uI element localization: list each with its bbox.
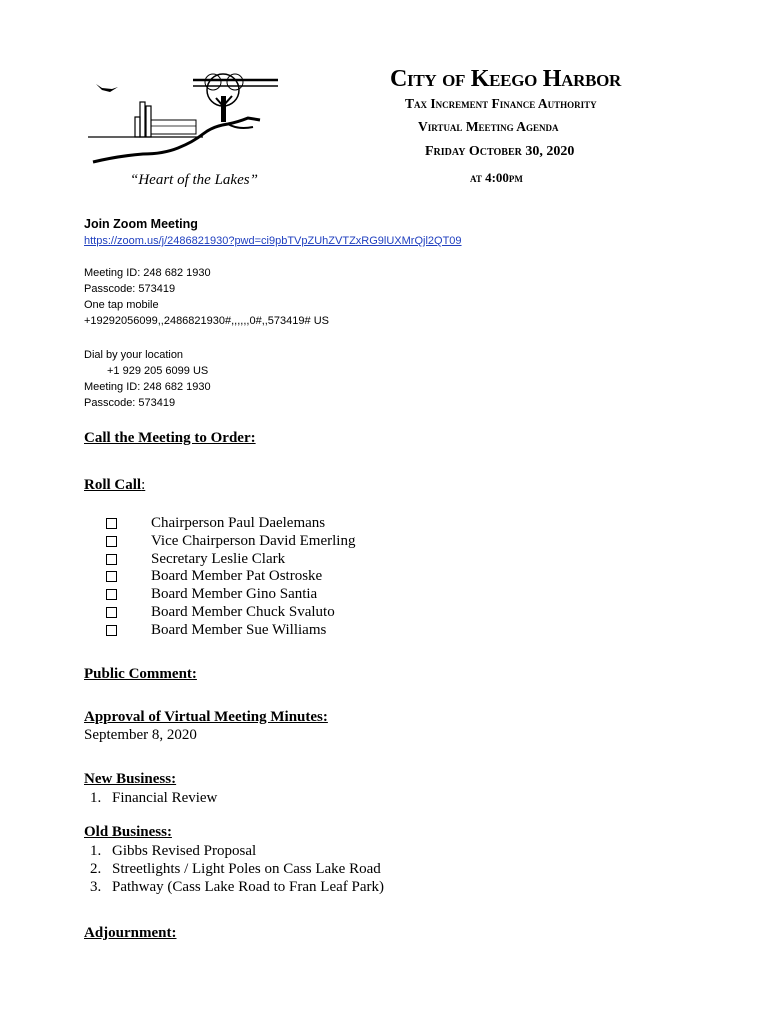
list-item [90, 842, 384, 860]
meeting-id-2: Meeting ID: 248 682 1930 [84, 381, 211, 393]
dial-label: Dial by your location [84, 349, 184, 361]
old-business-list [90, 842, 384, 896]
item-number: 1. [90, 843, 102, 859]
adjournment-heading: Adjournment: [84, 925, 177, 941]
roll-call-label: Roll Call [84, 477, 142, 493]
zoom-title: Join Zoom Meeting [84, 217, 198, 231]
member-name: Board Member Chuck Svaluto [151, 603, 335, 620]
checkbox-icon[interactable] [106, 625, 117, 636]
item-text: Streetlights / Light Poles on Cass Lake Road [112, 861, 381, 877]
city-logo [88, 62, 288, 170]
meeting-date: Friday October 30, 2020 [425, 144, 575, 159]
list-item [90, 860, 384, 878]
authority-name: Tax Increment Finance Authority [405, 96, 597, 111]
checkbox-icon[interactable] [106, 554, 117, 565]
one-tap-label: One tap mobile [84, 299, 159, 311]
member-name: Chairperson Paul Daelemans [151, 515, 326, 531]
member-name: Secretary Leslie Clark [151, 550, 286, 567]
passcode: Passcode: 573419 [84, 283, 176, 295]
member-name: Board Member Gino Santia [151, 586, 318, 603]
item-number: 3. [90, 879, 102, 895]
city-motto: “Heart of the Lakes” [130, 172, 258, 188]
city-name: City of Keego Harbor [390, 66, 622, 92]
item-text: Gibbs Revised Proposal [112, 843, 257, 859]
checkbox-icon[interactable] [106, 571, 117, 582]
member-name: Board Member Pat Ostroske [151, 568, 323, 585]
agenda-title: Virtual Meeting Agenda [418, 119, 559, 134]
member-name: Vice Chairperson David Emerling [151, 532, 356, 549]
dial-number: +1 929 205 6099 US [107, 365, 209, 377]
zoom-link[interactable]: https://zoom.us/j/2486821930?pwd=ci9pbTVpZUhZVTZxRG9lUXMrQjl2QT09 [84, 235, 462, 247]
list-item [90, 789, 217, 807]
meeting-id: Meeting ID: 248 682 1930 [84, 267, 211, 279]
new-business-list [90, 789, 217, 807]
checkbox-icon[interactable] [106, 518, 117, 529]
item-number: 1. [90, 790, 102, 806]
approval-minutes-heading: Approval of Virtual Meeting Minutes: [84, 709, 328, 725]
new-business-heading: New Business: [84, 771, 177, 787]
checkbox-icon[interactable] [106, 589, 117, 600]
meeting-time: at 4:00pm [470, 170, 523, 185]
one-tap-number: +19292056099,,2486821930#,,,,,,0#,,573419# US [84, 315, 329, 327]
item-text: Pathway (Cass Lake Road to Fran Leaf Park) [112, 879, 385, 895]
passcode-2: Passcode: 573419 [84, 397, 176, 409]
item-number: 2. [90, 861, 102, 877]
roll-call-colon: : [141, 477, 146, 493]
call-to-order-heading: Call the Meeting to Order: [84, 430, 256, 446]
item-text: Financial Review [112, 790, 218, 806]
checkbox-icon[interactable] [106, 607, 117, 618]
member-name: Board Member Sue Williams [151, 621, 327, 638]
roll-call-heading [84, 477, 145, 494]
minutes-date: September 8, 2020 [84, 727, 197, 743]
checkbox-icon[interactable] [106, 536, 117, 547]
old-business-heading: Old Business: [84, 824, 172, 840]
list-item [90, 878, 384, 896]
public-comment-heading: Public Comment: [84, 666, 197, 682]
